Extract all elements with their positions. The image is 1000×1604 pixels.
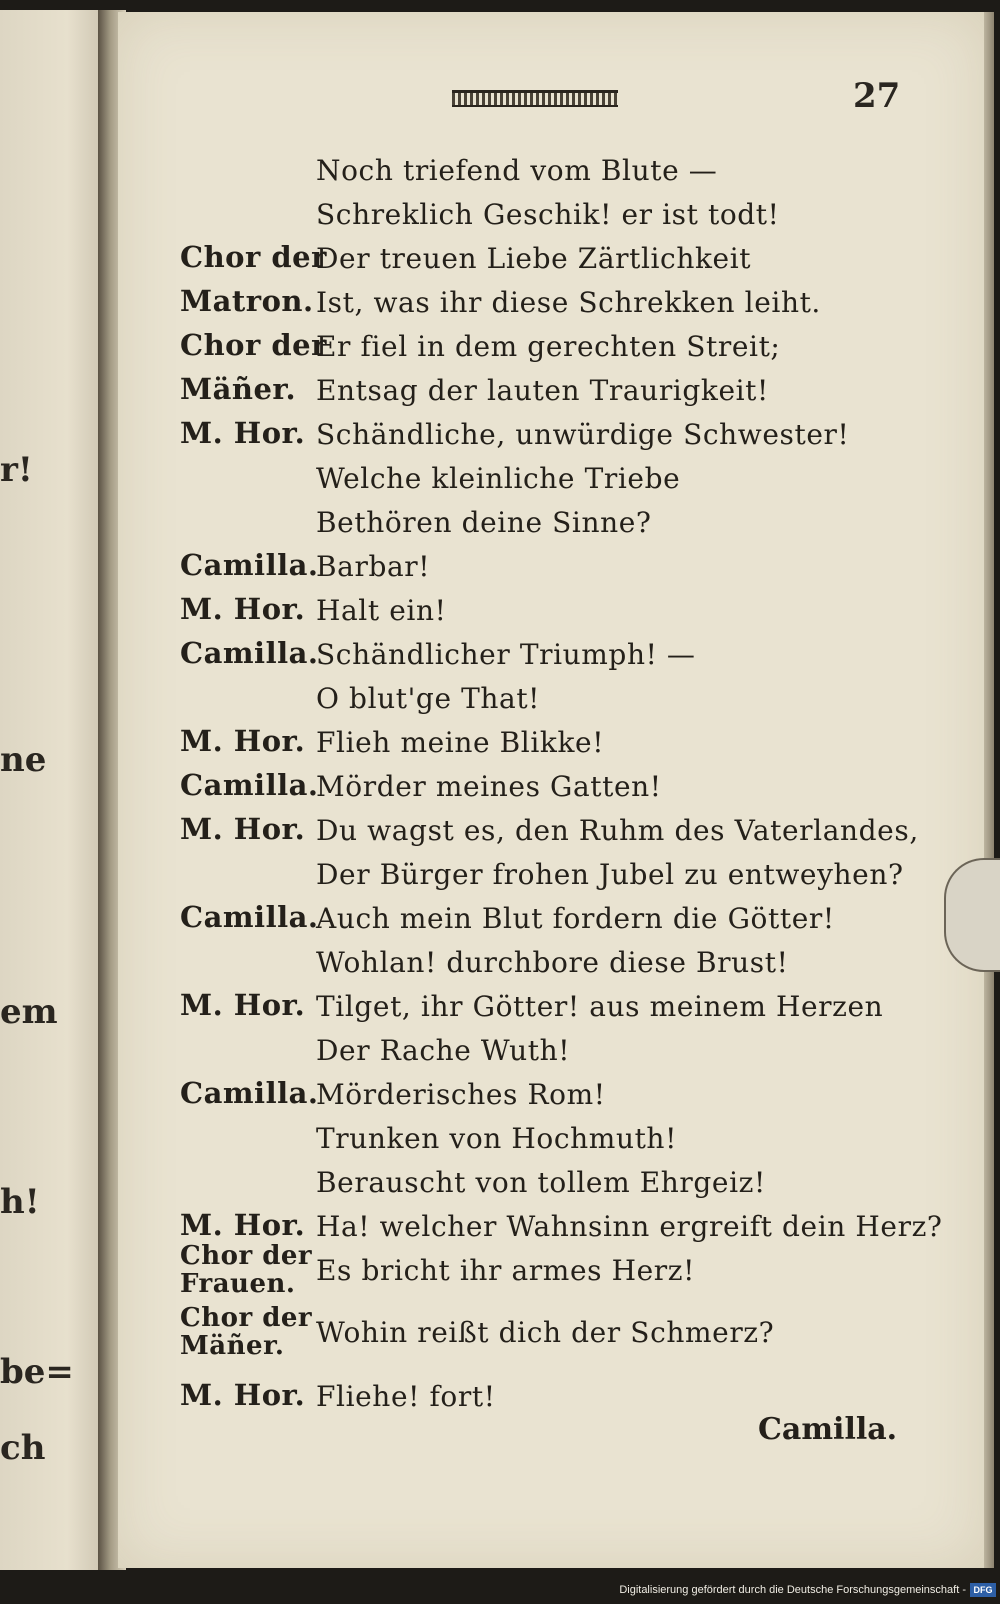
verse-line — [118, 636, 984, 680]
speaker-label: Chor der — [180, 328, 327, 362]
speaker-label: M. Hor. — [180, 1208, 306, 1242]
verse-text: Fliehe! fort! — [316, 1380, 496, 1413]
verse-text: Welche kleinliche Triebe — [316, 462, 681, 495]
verse-line — [118, 372, 984, 416]
speaker-label: Chor der Mäñer. — [180, 1303, 313, 1361]
verse-line — [118, 724, 984, 768]
verse-text: Noch triefend vom Blute — — [316, 154, 718, 187]
verse-line — [118, 328, 984, 372]
verse-line — [118, 1303, 984, 1361]
verse-text: Halt ein! — [316, 594, 447, 627]
left-page-fragment: r! — [0, 450, 33, 490]
left-page-fragment: ch — [0, 1428, 46, 1468]
verse-line — [118, 1076, 984, 1120]
speaker-label: M. Hor. — [180, 812, 306, 846]
verse-text: O blut'ge That! — [316, 682, 541, 715]
verse-line — [118, 416, 984, 460]
footer-credit: Digitalisierung gefördert durch die Deutsche Forschungsgemeinschaft - — [619, 1584, 966, 1596]
verse-text: Der treuen Liebe Zärtlichkeit — [316, 242, 752, 275]
verse-line — [118, 1164, 984, 1208]
verse-line — [118, 1241, 984, 1299]
verse-line — [118, 504, 984, 548]
catchword: Camilla. — [758, 1412, 898, 1447]
verse-text: Ha! welcher Wahnsinn ergreift dein Herz? — [316, 1210, 943, 1243]
speaker-label: Mäñer. — [180, 372, 297, 406]
verse-text: Bethören deine Sinne? — [316, 506, 652, 539]
speaker-label: Camilla. — [180, 636, 319, 670]
left-page-fragment: em — [0, 992, 58, 1032]
verse-line — [118, 460, 984, 504]
verse-line — [118, 944, 984, 988]
speaker-label: Camilla. — [180, 768, 319, 802]
verse-line — [118, 196, 984, 240]
verse-text: Es bricht ihr armes Herz! — [316, 1254, 695, 1287]
verse-line — [118, 900, 984, 944]
page-number: 27 — [853, 76, 901, 116]
speaker-label: M. Hor. — [180, 988, 306, 1022]
verse-text: Du wagst es, den Ruhm des Vaterlandes, — [316, 814, 919, 847]
verse-line — [118, 1120, 984, 1164]
verse-text: Schreklich Geschik! er ist todt! — [316, 198, 780, 231]
speaker-label: M. Hor. — [180, 1378, 306, 1412]
speaker-label: M. Hor. — [180, 724, 306, 758]
speaker-label: Chor der Frauen. — [180, 1241, 313, 1299]
verse-text: Wohin reißt dich der Schmerz? — [316, 1316, 775, 1349]
speaker-label: Chor der — [180, 240, 327, 274]
book-page — [118, 12, 984, 1568]
speaker-label: Matron. — [180, 284, 314, 318]
verse-text: Schändlicher Triumph! — — [316, 638, 696, 671]
left-page-fragment: ne — [0, 740, 47, 780]
verse-text: Auch mein Blut fordern die Götter! — [316, 902, 835, 935]
left-page-fragment: be= — [0, 1352, 74, 1392]
verse-text: Mörderisches Rom! — [316, 1078, 606, 1111]
verse-text: Ist, was ihr diese Schrekken leiht. — [316, 286, 821, 319]
verse-line — [118, 240, 984, 284]
dfg-logo: DFG — [970, 1583, 996, 1597]
speaker-label: Camilla. — [180, 900, 319, 934]
speaker-label: Camilla. — [180, 548, 319, 582]
verse-text: Trunken von Hochmuth! — [316, 1122, 677, 1155]
verse-text: Mörder meines Gatten! — [316, 770, 662, 803]
verse-text: Berauscht von tollem Ehrgeiz! — [316, 1166, 766, 1199]
left-page-fragment: h! — [0, 1182, 40, 1222]
verse-text: Tilget, ihr Götter! aus meinem Herzen — [316, 990, 884, 1023]
verse-text: Er fiel in dem gerechten Streit; — [316, 330, 781, 363]
verse-line — [118, 812, 984, 856]
verse-line — [118, 1032, 984, 1076]
verse-line — [118, 548, 984, 592]
speaker-label: M. Hor. — [180, 416, 306, 450]
verse-line — [118, 988, 984, 1032]
verse-text: Der Rache Wuth! — [316, 1034, 571, 1067]
verse-line — [118, 856, 984, 900]
left-page — [0, 10, 112, 1570]
speaker-label: Camilla. — [180, 1076, 319, 1110]
verse-text: Schändliche, unwürdige Schwester! — [316, 418, 850, 451]
verse-line — [118, 592, 984, 636]
verse-text: Entsag der lauten Traurigkeit! — [316, 374, 769, 407]
verse-line — [118, 680, 984, 724]
speaker-label: M. Hor. — [180, 592, 306, 626]
verse-text: Flieh meine Blikke! — [316, 726, 605, 759]
verse-line — [118, 152, 984, 196]
verse-line — [118, 284, 984, 328]
decorative-rule — [452, 90, 618, 107]
verse-text: Barbar! — [316, 550, 431, 583]
verse-text: Wohlan! durchbore diese Brust! — [316, 946, 789, 979]
verse-text: Der Bürger frohen Jubel zu entweyhen? — [316, 858, 904, 891]
page-marker-tab — [944, 858, 1000, 972]
verse-line — [118, 768, 984, 812]
